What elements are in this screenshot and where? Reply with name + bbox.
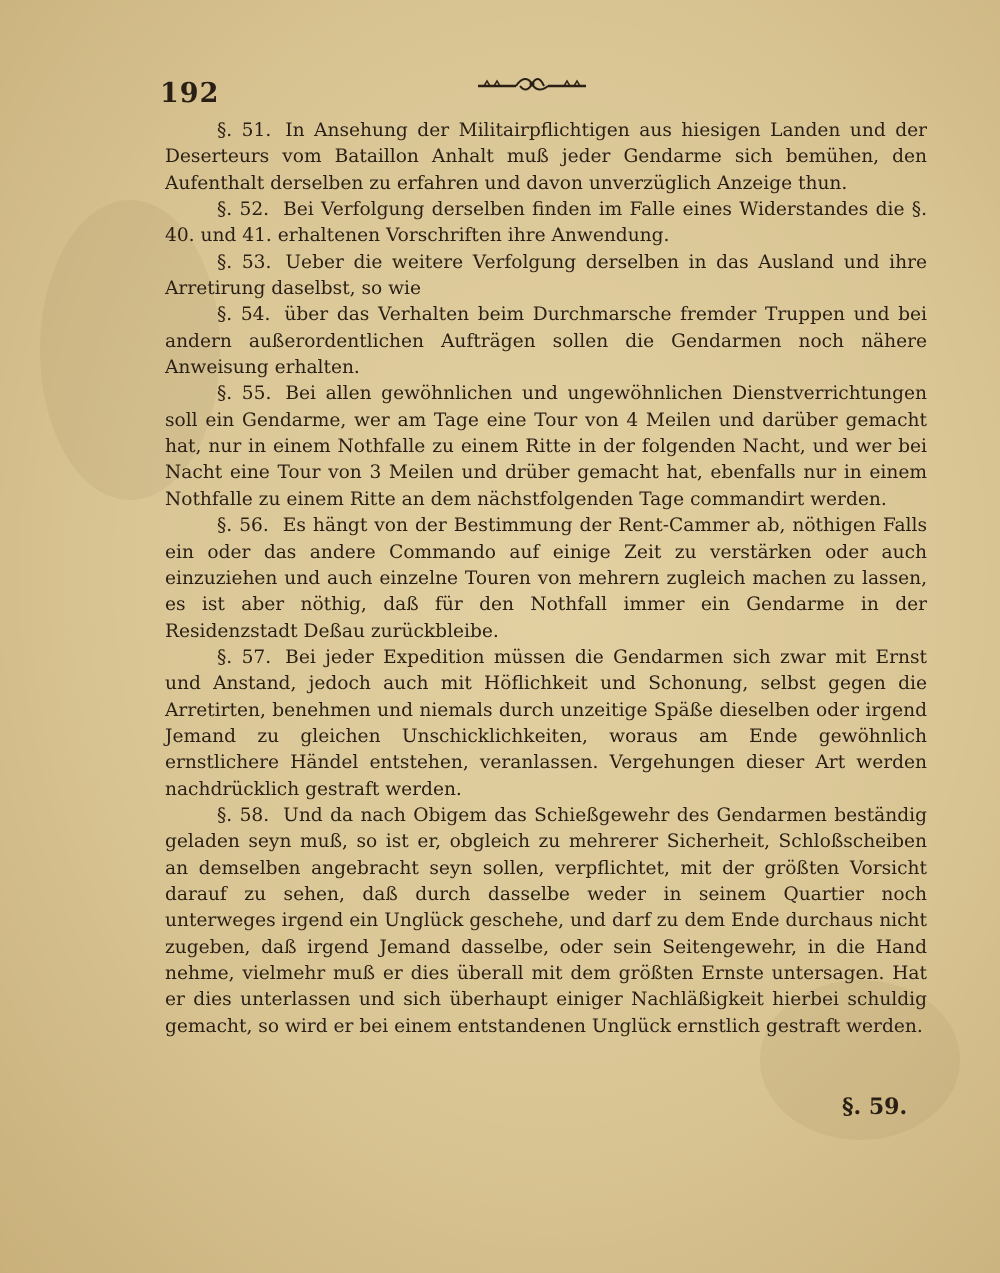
section-58	[165, 803, 927, 1040]
section-53	[165, 250, 927, 303]
section-text: Und da nach Obigem das Schießgewehr des Gendarmen beständig geladen seyn muß, so ist er, obgleich zu mehrerer Sicherheit, Schloßscheiben an demselben angebracht seyn sollen, verpflichtet, mit der größten Vorsicht darauf zu sehen, daß durch dasselbe weder in seinem Quartier noch unterweges irgend ein Unglück geschehe, und darf zu dem Ende durchaus nicht zugeben, daß irgend Jemand dasselbe, oder sein Seitengewehr, in die Hand nehme, vielmehr muß er dies überall mit dem größten Ernste untersagen. Hat er dies unterlassen und sich überhaupt einiger Nachläßigkeit hierbei schuldig gemacht, so wird er bei einem entstandenen Unglück ernstlich gestraft werden.	[165, 804, 927, 1037]
page-number: 192	[160, 78, 220, 109]
section-57	[165, 645, 927, 803]
printers-ornament-icon	[476, 74, 588, 94]
section-55	[165, 381, 927, 513]
section-number: §. 58.	[217, 804, 270, 826]
body-text	[165, 118, 927, 1040]
section-number: §. 54.	[217, 304, 271, 326]
section-number: §. 56.	[217, 515, 269, 537]
section-text: In Ansehung der Militairpflichtigen aus hiesigen Landen und der Deserteurs vom Bataillon Anhalt muß jeder Gendarme sich bemühen, den Aufenthalt derselben zu erfahren und davon unverzüglich Anzeige thun.	[165, 120, 927, 194]
section-number: §. 57.	[217, 646, 272, 668]
section-56	[165, 513, 927, 645]
section-number: §. 53.	[217, 251, 272, 273]
section-text: Bei allen gewöhnlichen und ungewöhnlichen Dienstverrichtungen soll ein Gendarme, wer am Tage eine Tour von 4 Meilen und darüber gemacht hat, nur in einem Nothfalle zu einem Ritte in der folgenden Nacht, und wer bei Nacht eine Tour von 3 Meilen und drüber gemacht hat, ebenfalls nur in einem Nothfalle zu einem Ritte an dem nächstfolgenden Tage commandirt werden.	[165, 383, 927, 510]
section-text: Es hängt von der Bestimmung der Rent-Cammer ab, nöthigen Falls ein oder das andere Commando auf einige Zeit zu verstärken oder auch einzuziehen und auch einzelne Touren von mehrern zugleich machen zu lassen, es ist aber nöthig, daß für den Nothfall immer ein Gendarme in der Residenzstadt Deßau zurückbleibe.	[165, 515, 927, 642]
section-54	[165, 302, 927, 381]
section-number: §. 52.	[217, 199, 270, 221]
section-text: über das Verhalten beim Durchmarsche fremder Truppen und bei andern außerordentlichen Aufträgen sollen die Gendarmen noch nähere Anweisung erhalten.	[165, 304, 927, 379]
catchword: §. 59.	[842, 1094, 908, 1120]
section-text: Ueber die weitere Verfolgung derselben in das Ausland und ihre Arretirung daselbst, so wie	[165, 251, 927, 300]
section-text: Bei jeder Expedition müssen die Gendarmen sich zwar mit Ernst und Anstand, jedoch auch mit Höflichkeit und Schonung, selbst gegen die Arretirten, benehmen und niemals durch unzeitige Späße dieselben oder irgend Jemand zu gleichen Unschicklichkeiten, woraus am Ende gewöhnlich ernstlichere Händel entstehen, veranlassen. Vergehungen dieser Art werden nachdrücklich gestraft werden.	[165, 646, 927, 800]
section-number: §. 55.	[217, 383, 272, 405]
section-number: §. 51.	[217, 120, 272, 141]
section-52	[165, 197, 927, 250]
section-text: Bei Verfolgung derselben finden im Falle eines Widerstandes die §. 40. und 41. erhaltenen Vorschriften ihre Anwendung.	[165, 199, 927, 247]
section-51	[165, 118, 927, 197]
